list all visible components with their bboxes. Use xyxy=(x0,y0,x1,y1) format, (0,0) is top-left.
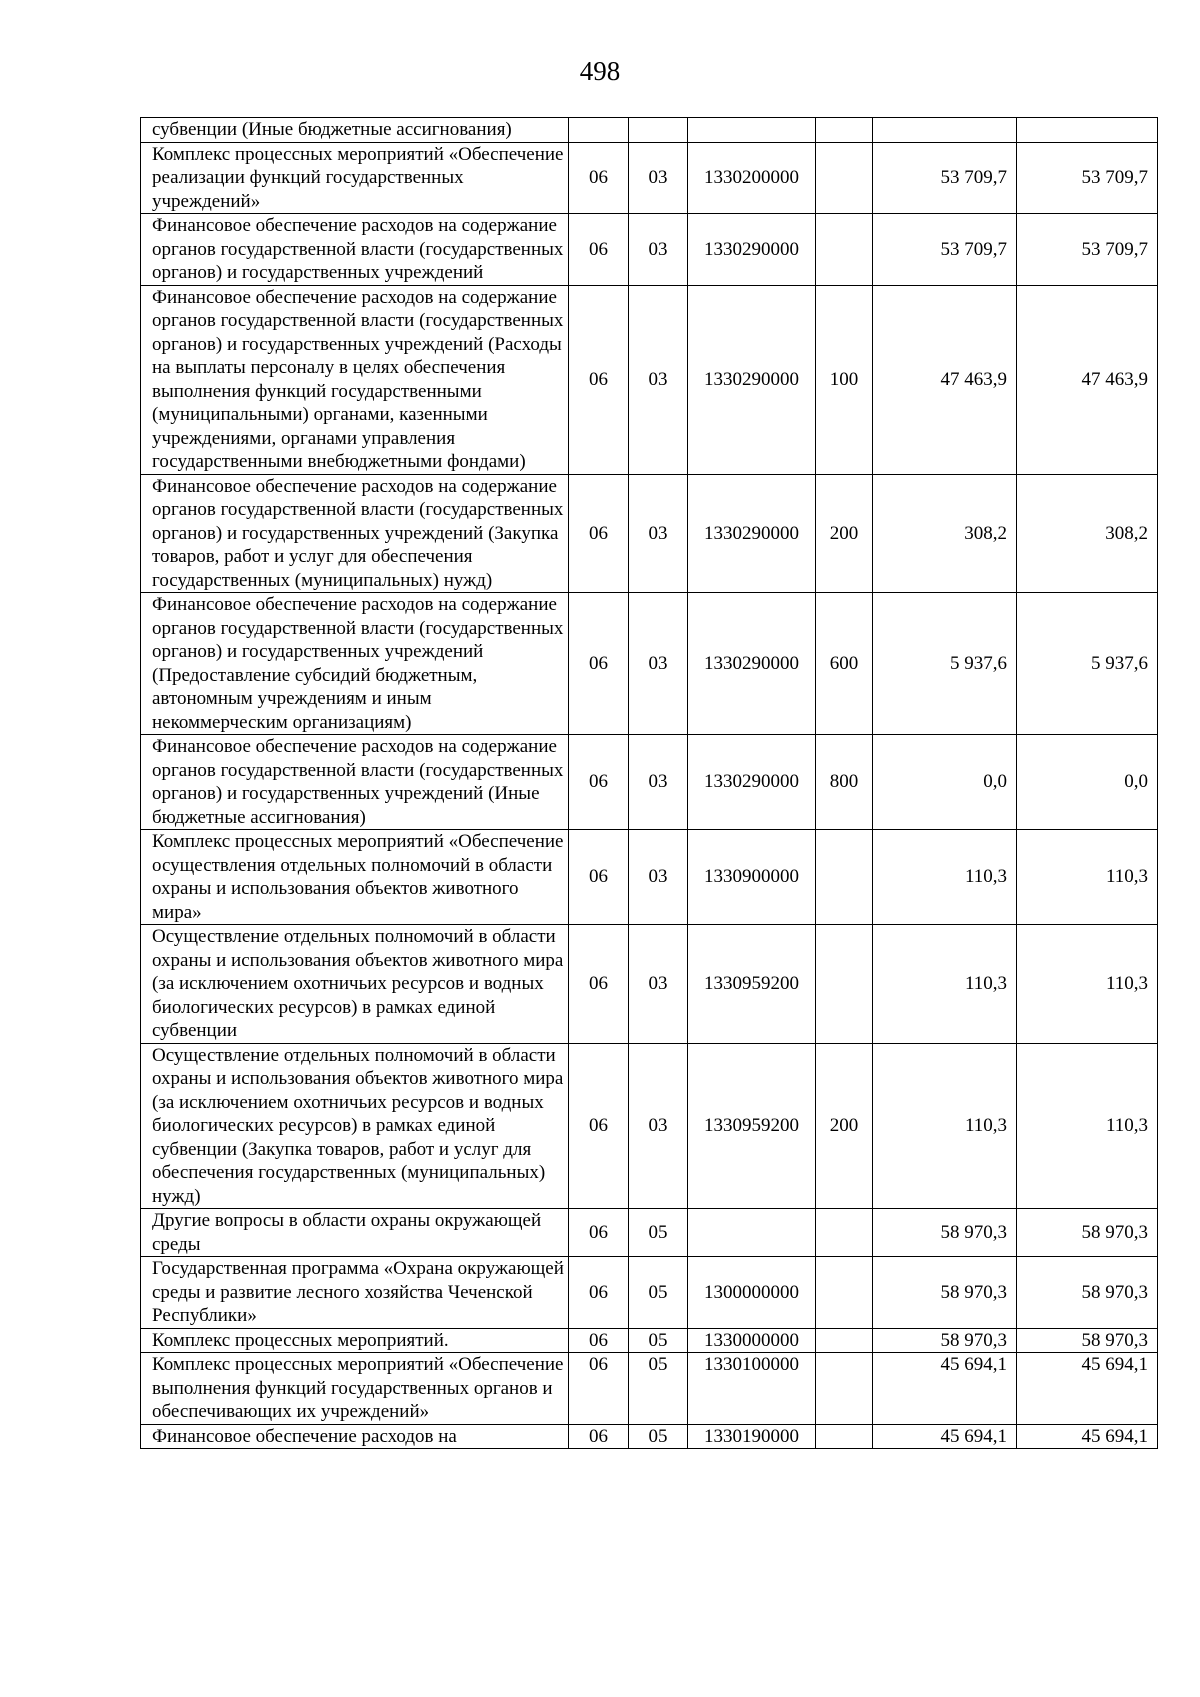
row-amount-1-cell: 0,0 xyxy=(873,735,1017,830)
row-amount-2-cell xyxy=(1017,118,1158,143)
row-name-cell: Осуществление отдельных полномочий в области охраны и использования объектов животного мира (за исключением охотничьих ресурсов и водных биологических ресурсов) в рамках единой субвенции (Закупка товаров, работ и услуг для обеспечения государственных (муниципальных) нужд) xyxy=(141,1043,569,1209)
row-amount-1-cell: 45 694,1 xyxy=(873,1424,1017,1449)
table-row xyxy=(141,1353,1158,1425)
row-amount-2-cell: 58 970,3 xyxy=(1017,1209,1158,1257)
row-target-article-cell: 1330290000 xyxy=(688,285,816,474)
table-body xyxy=(141,118,1158,1449)
row-target-article-cell xyxy=(688,118,816,143)
row-name-cell: Комплекс процессных мероприятий «Обеспечение выполнения функций государственных органов и обеспечивающих их учреждений» xyxy=(141,1353,569,1425)
row-name-cell: Комплекс процессных мероприятий «Обеспечение реализации функций государственных учреждений» xyxy=(141,142,569,214)
table-row xyxy=(141,1424,1158,1449)
row-amount-1-cell: 308,2 xyxy=(873,474,1017,593)
table-row xyxy=(141,830,1158,925)
row-amount-2-cell: 45 694,1 xyxy=(1017,1353,1158,1425)
row-target-article-cell xyxy=(688,1209,816,1257)
row-section-code-cell xyxy=(569,118,629,143)
row-amount-1-cell: 47 463,9 xyxy=(873,285,1017,474)
row-expense-type-cell: 200 xyxy=(816,1043,873,1209)
row-name-cell: Финансовое обеспечение расходов на содержание органов государственной власти (государственных органов) и государственных учреждений (Иные бюджетные ассигнования) xyxy=(141,735,569,830)
row-subsection-code-cell: 05 xyxy=(629,1424,688,1449)
row-amount-2-cell: 308,2 xyxy=(1017,474,1158,593)
row-expense-type-cell: 200 xyxy=(816,474,873,593)
row-section-code-cell: 06 xyxy=(569,1257,629,1329)
row-expense-type-cell xyxy=(816,118,873,143)
row-section-code-cell: 06 xyxy=(569,1424,629,1449)
row-expense-type-cell: 600 xyxy=(816,593,873,735)
row-target-article-cell: 1330290000 xyxy=(688,735,816,830)
row-name-cell: Финансовое обеспечение расходов на содержание органов государственной власти (государственных органов) и государственных учреждений (Предоставление субсидий бюджетным, автономным учреждениям и иным некоммерческим организациям) xyxy=(141,593,569,735)
row-amount-2-cell: 110,3 xyxy=(1017,1043,1158,1209)
row-amount-1-cell: 58 970,3 xyxy=(873,1328,1017,1353)
row-target-article-cell: 1330290000 xyxy=(688,593,816,735)
row-amount-1-cell: 58 970,3 xyxy=(873,1209,1017,1257)
row-amount-2-cell: 53 709,7 xyxy=(1017,214,1158,286)
row-target-article-cell: 1330200000 xyxy=(688,142,816,214)
row-expense-type-cell xyxy=(816,214,873,286)
table-row xyxy=(141,735,1158,830)
row-subsection-code-cell: 03 xyxy=(629,735,688,830)
row-amount-2-cell: 110,3 xyxy=(1017,830,1158,925)
row-subsection-code-cell: 03 xyxy=(629,142,688,214)
row-subsection-code-cell xyxy=(629,118,688,143)
row-amount-2-cell: 0,0 xyxy=(1017,735,1158,830)
row-amount-1-cell xyxy=(873,118,1017,143)
table-row xyxy=(141,925,1158,1044)
row-name-cell: Финансовое обеспечение расходов на xyxy=(141,1424,569,1449)
row-section-code-cell: 06 xyxy=(569,214,629,286)
table-row xyxy=(141,142,1158,214)
row-amount-2-cell: 5 937,6 xyxy=(1017,593,1158,735)
row-target-article-cell: 1330290000 xyxy=(688,474,816,593)
row-target-article-cell: 1330290000 xyxy=(688,214,816,286)
row-expense-type-cell: 800 xyxy=(816,735,873,830)
row-subsection-code-cell: 05 xyxy=(629,1353,688,1425)
row-section-code-cell: 06 xyxy=(569,830,629,925)
row-section-code-cell: 06 xyxy=(569,142,629,214)
row-name-cell: Финансовое обеспечение расходов на содержание органов государственной власти (государственных органов) и государственных учреждений (Закупка товаров, работ и услуг для обеспечения государственных (муниципальных) нужд) xyxy=(141,474,569,593)
row-expense-type-cell xyxy=(816,1424,873,1449)
row-section-code-cell: 06 xyxy=(569,285,629,474)
row-expense-type-cell xyxy=(816,1209,873,1257)
row-target-article-cell: 1330100000 xyxy=(688,1353,816,1425)
table-row xyxy=(141,474,1158,593)
row-amount-1-cell: 53 709,7 xyxy=(873,214,1017,286)
row-expense-type-cell xyxy=(816,925,873,1044)
row-section-code-cell: 06 xyxy=(569,735,629,830)
row-subsection-code-cell: 05 xyxy=(629,1209,688,1257)
row-expense-type-cell xyxy=(816,142,873,214)
row-name-cell: Комплекс процессных мероприятий «Обеспечение осуществления отдельных полномочий в области охраны и использования объектов животного мира» xyxy=(141,830,569,925)
row-amount-2-cell: 110,3 xyxy=(1017,925,1158,1044)
row-subsection-code-cell: 03 xyxy=(629,1043,688,1209)
row-amount-1-cell: 110,3 xyxy=(873,1043,1017,1209)
row-amount-2-cell: 53 709,7 xyxy=(1017,142,1158,214)
row-target-article-cell: 1330190000 xyxy=(688,1424,816,1449)
row-name-cell: Финансовое обеспечение расходов на содержание органов государственной власти (государственных органов) и государственных учреждений (Расходы на выплаты персоналу в целях обеспечения выполнения функций государственными (муниципальными) органами, казенными учреждениями, органами управления государственными внебюджетными фондами) xyxy=(141,285,569,474)
row-subsection-code-cell: 03 xyxy=(629,214,688,286)
row-amount-1-cell: 45 694,1 xyxy=(873,1353,1017,1425)
row-subsection-code-cell: 03 xyxy=(629,593,688,735)
row-target-article-cell: 1300000000 xyxy=(688,1257,816,1329)
page-number: 498 xyxy=(579,56,621,86)
table-row xyxy=(141,1328,1158,1353)
row-subsection-code-cell: 03 xyxy=(629,925,688,1044)
row-section-code-cell: 06 xyxy=(569,593,629,735)
row-target-article-cell: 1330959200 xyxy=(688,925,816,1044)
row-amount-1-cell: 110,3 xyxy=(873,925,1017,1044)
row-expense-type-cell xyxy=(816,1328,873,1353)
row-name-cell: субвенции (Иные бюджетные ассигнования) xyxy=(141,118,569,143)
row-section-code-cell: 06 xyxy=(569,474,629,593)
row-name-cell: Государственная программа «Охрана окружающей среды и развитие лесного хозяйства Чеченской Республики» xyxy=(141,1257,569,1329)
row-amount-2-cell: 45 694,1 xyxy=(1017,1424,1158,1449)
table-row xyxy=(141,214,1158,286)
row-amount-1-cell: 110,3 xyxy=(873,830,1017,925)
table-row xyxy=(141,118,1158,143)
table-row xyxy=(141,593,1158,735)
table-row xyxy=(141,285,1158,474)
row-amount-2-cell: 58 970,3 xyxy=(1017,1257,1158,1329)
row-section-code-cell: 06 xyxy=(569,1353,629,1425)
row-section-code-cell: 06 xyxy=(569,925,629,1044)
table-row xyxy=(141,1257,1158,1329)
table-row xyxy=(141,1209,1158,1257)
row-section-code-cell: 06 xyxy=(569,1209,629,1257)
row-subsection-code-cell: 03 xyxy=(629,474,688,593)
row-target-article-cell: 1330000000 xyxy=(688,1328,816,1353)
row-expense-type-cell: 100 xyxy=(816,285,873,474)
row-section-code-cell: 06 xyxy=(569,1043,629,1209)
table-row xyxy=(141,1043,1158,1209)
row-target-article-cell: 1330959200 xyxy=(688,1043,816,1209)
row-name-cell: Комплекс процессных мероприятий. xyxy=(141,1328,569,1353)
row-subsection-code-cell: 03 xyxy=(629,285,688,474)
row-amount-2-cell: 58 970,3 xyxy=(1017,1328,1158,1353)
row-expense-type-cell xyxy=(816,1353,873,1425)
row-expense-type-cell xyxy=(816,1257,873,1329)
row-target-article-cell: 1330900000 xyxy=(688,830,816,925)
row-subsection-code-cell: 05 xyxy=(629,1328,688,1353)
row-section-code-cell: 06 xyxy=(569,1328,629,1353)
row-amount-1-cell: 53 709,7 xyxy=(873,142,1017,214)
row-amount-1-cell: 58 970,3 xyxy=(873,1257,1017,1329)
budget-table xyxy=(140,117,1158,1449)
row-amount-1-cell: 5 937,6 xyxy=(873,593,1017,735)
row-subsection-code-cell: 05 xyxy=(629,1257,688,1329)
row-name-cell: Осуществление отдельных полномочий в области охраны и использования объектов животного мира (за исключением охотничьих ресурсов и водных биологических ресурсов) в рамках единой субвенции xyxy=(141,925,569,1044)
row-expense-type-cell xyxy=(816,830,873,925)
row-name-cell: Финансовое обеспечение расходов на содержание органов государственной власти (государственных органов) и государственных учреждений xyxy=(141,214,569,286)
row-subsection-code-cell: 03 xyxy=(629,830,688,925)
row-name-cell: Другие вопросы в области охраны окружающей среды xyxy=(141,1209,569,1257)
row-amount-2-cell: 47 463,9 xyxy=(1017,285,1158,474)
